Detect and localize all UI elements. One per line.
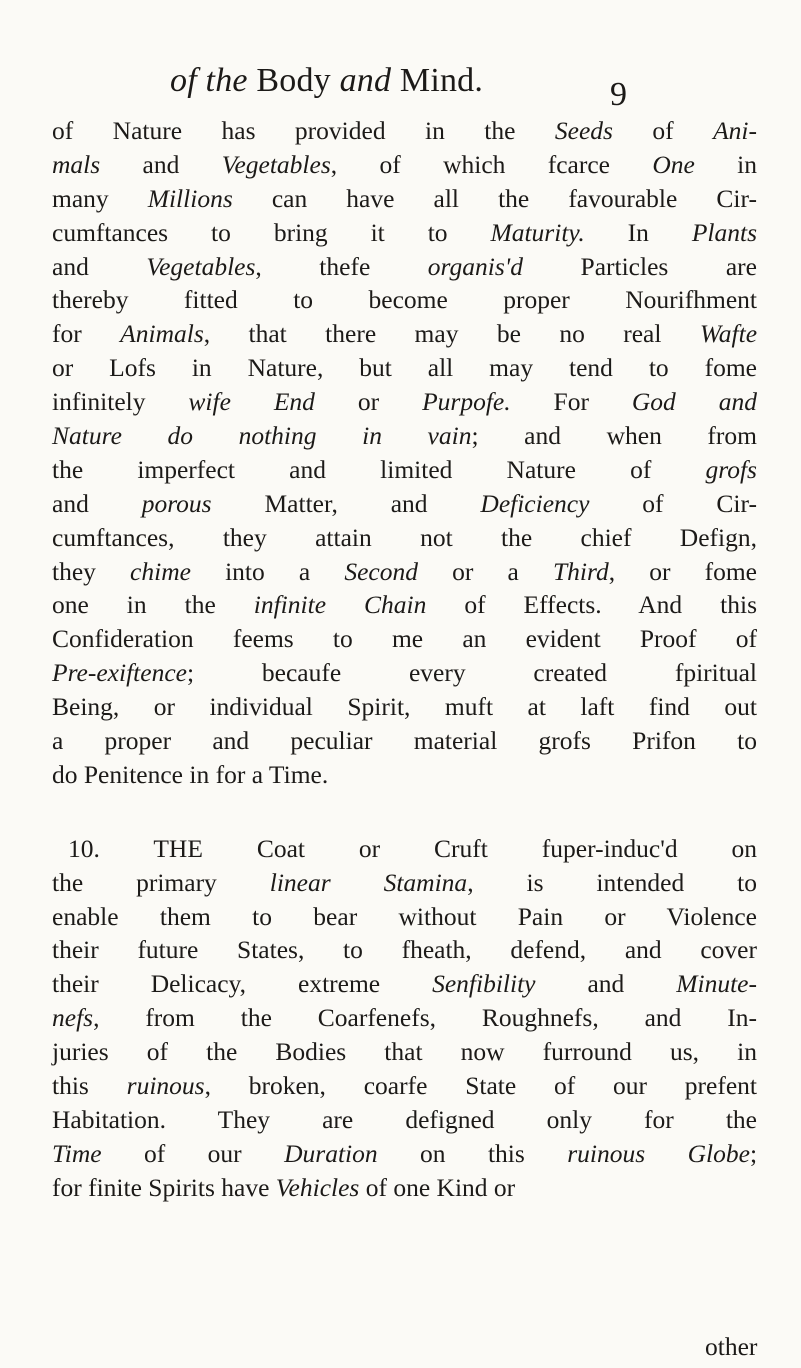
text-run: a proper and peculiar material grofs Prifon to — [52, 726, 757, 756]
text-run: their future States, to fheath, defend, and cover — [52, 935, 757, 965]
text-run: of Effects. And this — [426, 590, 757, 620]
italic-text-run: God and — [631, 387, 757, 417]
italic-text-run: infinite Chain — [253, 590, 427, 620]
italic-text-run: Time — [52, 1138, 102, 1168]
text-run: Habitation. They are defigned only for the — [52, 1104, 757, 1134]
italic-text-run: wife End — [188, 387, 315, 417]
text-line — [52, 724, 757, 758]
italic-text-run: nefs — [52, 1003, 94, 1033]
text-line — [52, 690, 757, 724]
text-run: , broken, coarfe State of our prefent — [204, 1071, 757, 1101]
text-run: on this — [377, 1138, 568, 1168]
text-line — [52, 114, 757, 148]
italic-text-run: Senfibility — [432, 969, 536, 999]
italic-text-run: mals — [52, 149, 101, 179]
text-line — [52, 1001, 757, 1035]
text-run: can have all the favourable Cir- — [232, 183, 757, 213]
italic-text-run: Purpofe. — [422, 387, 511, 417]
text-run: and — [535, 969, 677, 999]
italic-text-run: chime — [130, 556, 191, 586]
italic-text-run: Third — [552, 556, 609, 586]
text-run: Matter, and — [211, 488, 481, 518]
catchword: other — [705, 1332, 758, 1361]
text-run: of — [612, 116, 714, 145]
text-line — [52, 250, 757, 284]
italic-text-run: Second — [344, 556, 418, 586]
text-line — [52, 1137, 757, 1171]
text-line — [52, 555, 757, 589]
text-line — [52, 521, 757, 555]
text-run: Confideration feems to me an evident Proof of — [52, 624, 757, 654]
text-run: of one Kind or — [359, 1172, 516, 1202]
text-line — [52, 385, 757, 419]
text-run: , that there may be no real — [203, 319, 700, 349]
text-line — [52, 182, 757, 216]
text-line — [52, 1103, 757, 1137]
text-run: cumftances to bring it to — [52, 217, 491, 247]
text-run: infinitely — [52, 387, 189, 417]
italic-text-run: Millions — [147, 183, 233, 213]
text-run: , from the Coarfenefs, Roughnefs, and In- — [93, 1003, 757, 1033]
text-run: their Delicacy, extreme — [52, 969, 433, 999]
text-run: , of which fcarce — [330, 149, 653, 179]
paragraph-gap — [52, 792, 757, 832]
text-line — [52, 622, 757, 656]
text-run: of Cir- — [589, 488, 757, 518]
body-text — [52, 114, 757, 1205]
running-title — [170, 62, 483, 100]
text-line — [52, 1035, 757, 1069]
text-run: , thefe — [255, 251, 428, 281]
text-line — [52, 588, 757, 622]
text-line — [52, 148, 757, 182]
text-line — [52, 832, 757, 866]
text-run: or a — [417, 556, 553, 586]
italic-text-run: Wafte — [699, 319, 758, 349]
italic-text-run: Maturity. — [490, 217, 585, 247]
italic-text-run: Seeds — [554, 116, 613, 145]
text-line — [52, 419, 757, 453]
text-line — [52, 1171, 757, 1205]
text-run: one in the — [52, 590, 254, 620]
text-run: ; and when from — [471, 421, 757, 451]
text-run: cumftances, they attain not the chief Defign, — [52, 522, 757, 552]
text-line — [52, 216, 757, 250]
text-line — [52, 487, 757, 521]
italic-text-run: ruinous — [126, 1071, 205, 1101]
text-line — [52, 866, 757, 900]
text-run: , is intended to — [467, 867, 758, 897]
text-run: HE — [168, 833, 203, 863]
text-run: , or fome — [608, 556, 758, 586]
italic-text-run: One — [652, 149, 695, 179]
text-run: In — [584, 217, 692, 247]
text-run: of Nature has provided in the — [52, 116, 555, 145]
text-line — [52, 351, 757, 385]
text-run: Being, or individual Spirit, muft at laft find out — [52, 692, 757, 722]
text-run: of our — [101, 1138, 285, 1168]
italic-text-run: Vegetables — [146, 251, 256, 281]
italic-text-run: ruinous Globe — [567, 1138, 750, 1168]
text-run: for — [52, 319, 121, 349]
page-number: 9 — [610, 76, 627, 113]
italic-text-run: Ani- — [713, 116, 757, 145]
text-run: for finite Spirits have — [52, 1172, 276, 1202]
text-run: and — [52, 251, 147, 281]
text-line — [52, 900, 757, 934]
text-run: and — [100, 149, 222, 179]
text-run: Coat or Cruft fuper-induc'd on — [202, 833, 757, 863]
text-line — [52, 283, 757, 317]
text-run: they — [52, 556, 131, 586]
text-run: or Lofs in Nature, but all may tend to fome — [52, 353, 757, 383]
text-run: this — [52, 1071, 127, 1101]
text-line — [52, 933, 757, 967]
italic-text-run: Nature do nothing in vain — [52, 421, 472, 451]
italic-text-run: Duration — [284, 1138, 378, 1168]
text-run: the imperfect and limited Nature of — [52, 454, 706, 484]
text-run: ; becaufe every created fpiritual — [186, 658, 757, 688]
running-title-body: Body — [256, 62, 331, 99]
page-header — [0, 62, 801, 122]
italic-text-run: porous — [141, 488, 212, 518]
text-line — [52, 453, 757, 487]
italic-text-run: linear Stamina — [269, 867, 468, 897]
text-run: 10. T — [68, 833, 169, 863]
running-title-and: and — [339, 62, 392, 99]
text-run: and — [52, 488, 142, 518]
text-line — [52, 758, 757, 792]
text-line — [52, 1069, 757, 1103]
text-run: enable them to bear without Pain or Violence — [52, 901, 757, 931]
text-run: into a — [190, 556, 345, 586]
text-run: do Penitence in for a Time. — [52, 759, 329, 789]
italic-text-run: organis'd — [427, 251, 523, 281]
text-run: many — [52, 183, 148, 213]
italic-text-run: Pre-exiftence — [52, 658, 187, 688]
italic-text-run: Minute- — [676, 969, 757, 999]
text-run: ; — [749, 1138, 758, 1168]
italic-text-run: grofs — [705, 454, 757, 484]
text-run: Particles are — [523, 251, 757, 281]
paragraph-2 — [52, 832, 757, 1205]
running-title-mind: Mind. — [399, 62, 484, 99]
text-run: juries of the Bodies that now furround us, in — [52, 1037, 757, 1067]
text-run: or — [314, 387, 423, 417]
text-line — [52, 317, 757, 351]
paragraph-1 — [52, 114, 757, 792]
text-line — [52, 967, 757, 1001]
italic-text-run: Animals — [120, 319, 204, 349]
italic-text-run: Vegetables — [221, 149, 331, 179]
text-line — [52, 656, 757, 690]
text-run: the primary — [52, 867, 270, 897]
italic-text-run: Deficiency — [480, 488, 590, 518]
italic-text-run: Vehicles — [275, 1172, 360, 1202]
running-title-of-the: of the — [170, 62, 248, 99]
text-run: For — [510, 387, 632, 417]
italic-text-run: Plants — [691, 217, 757, 247]
text-run: in — [694, 149, 757, 179]
text-run: thereby fitted to become proper Nourifhment — [52, 285, 757, 315]
